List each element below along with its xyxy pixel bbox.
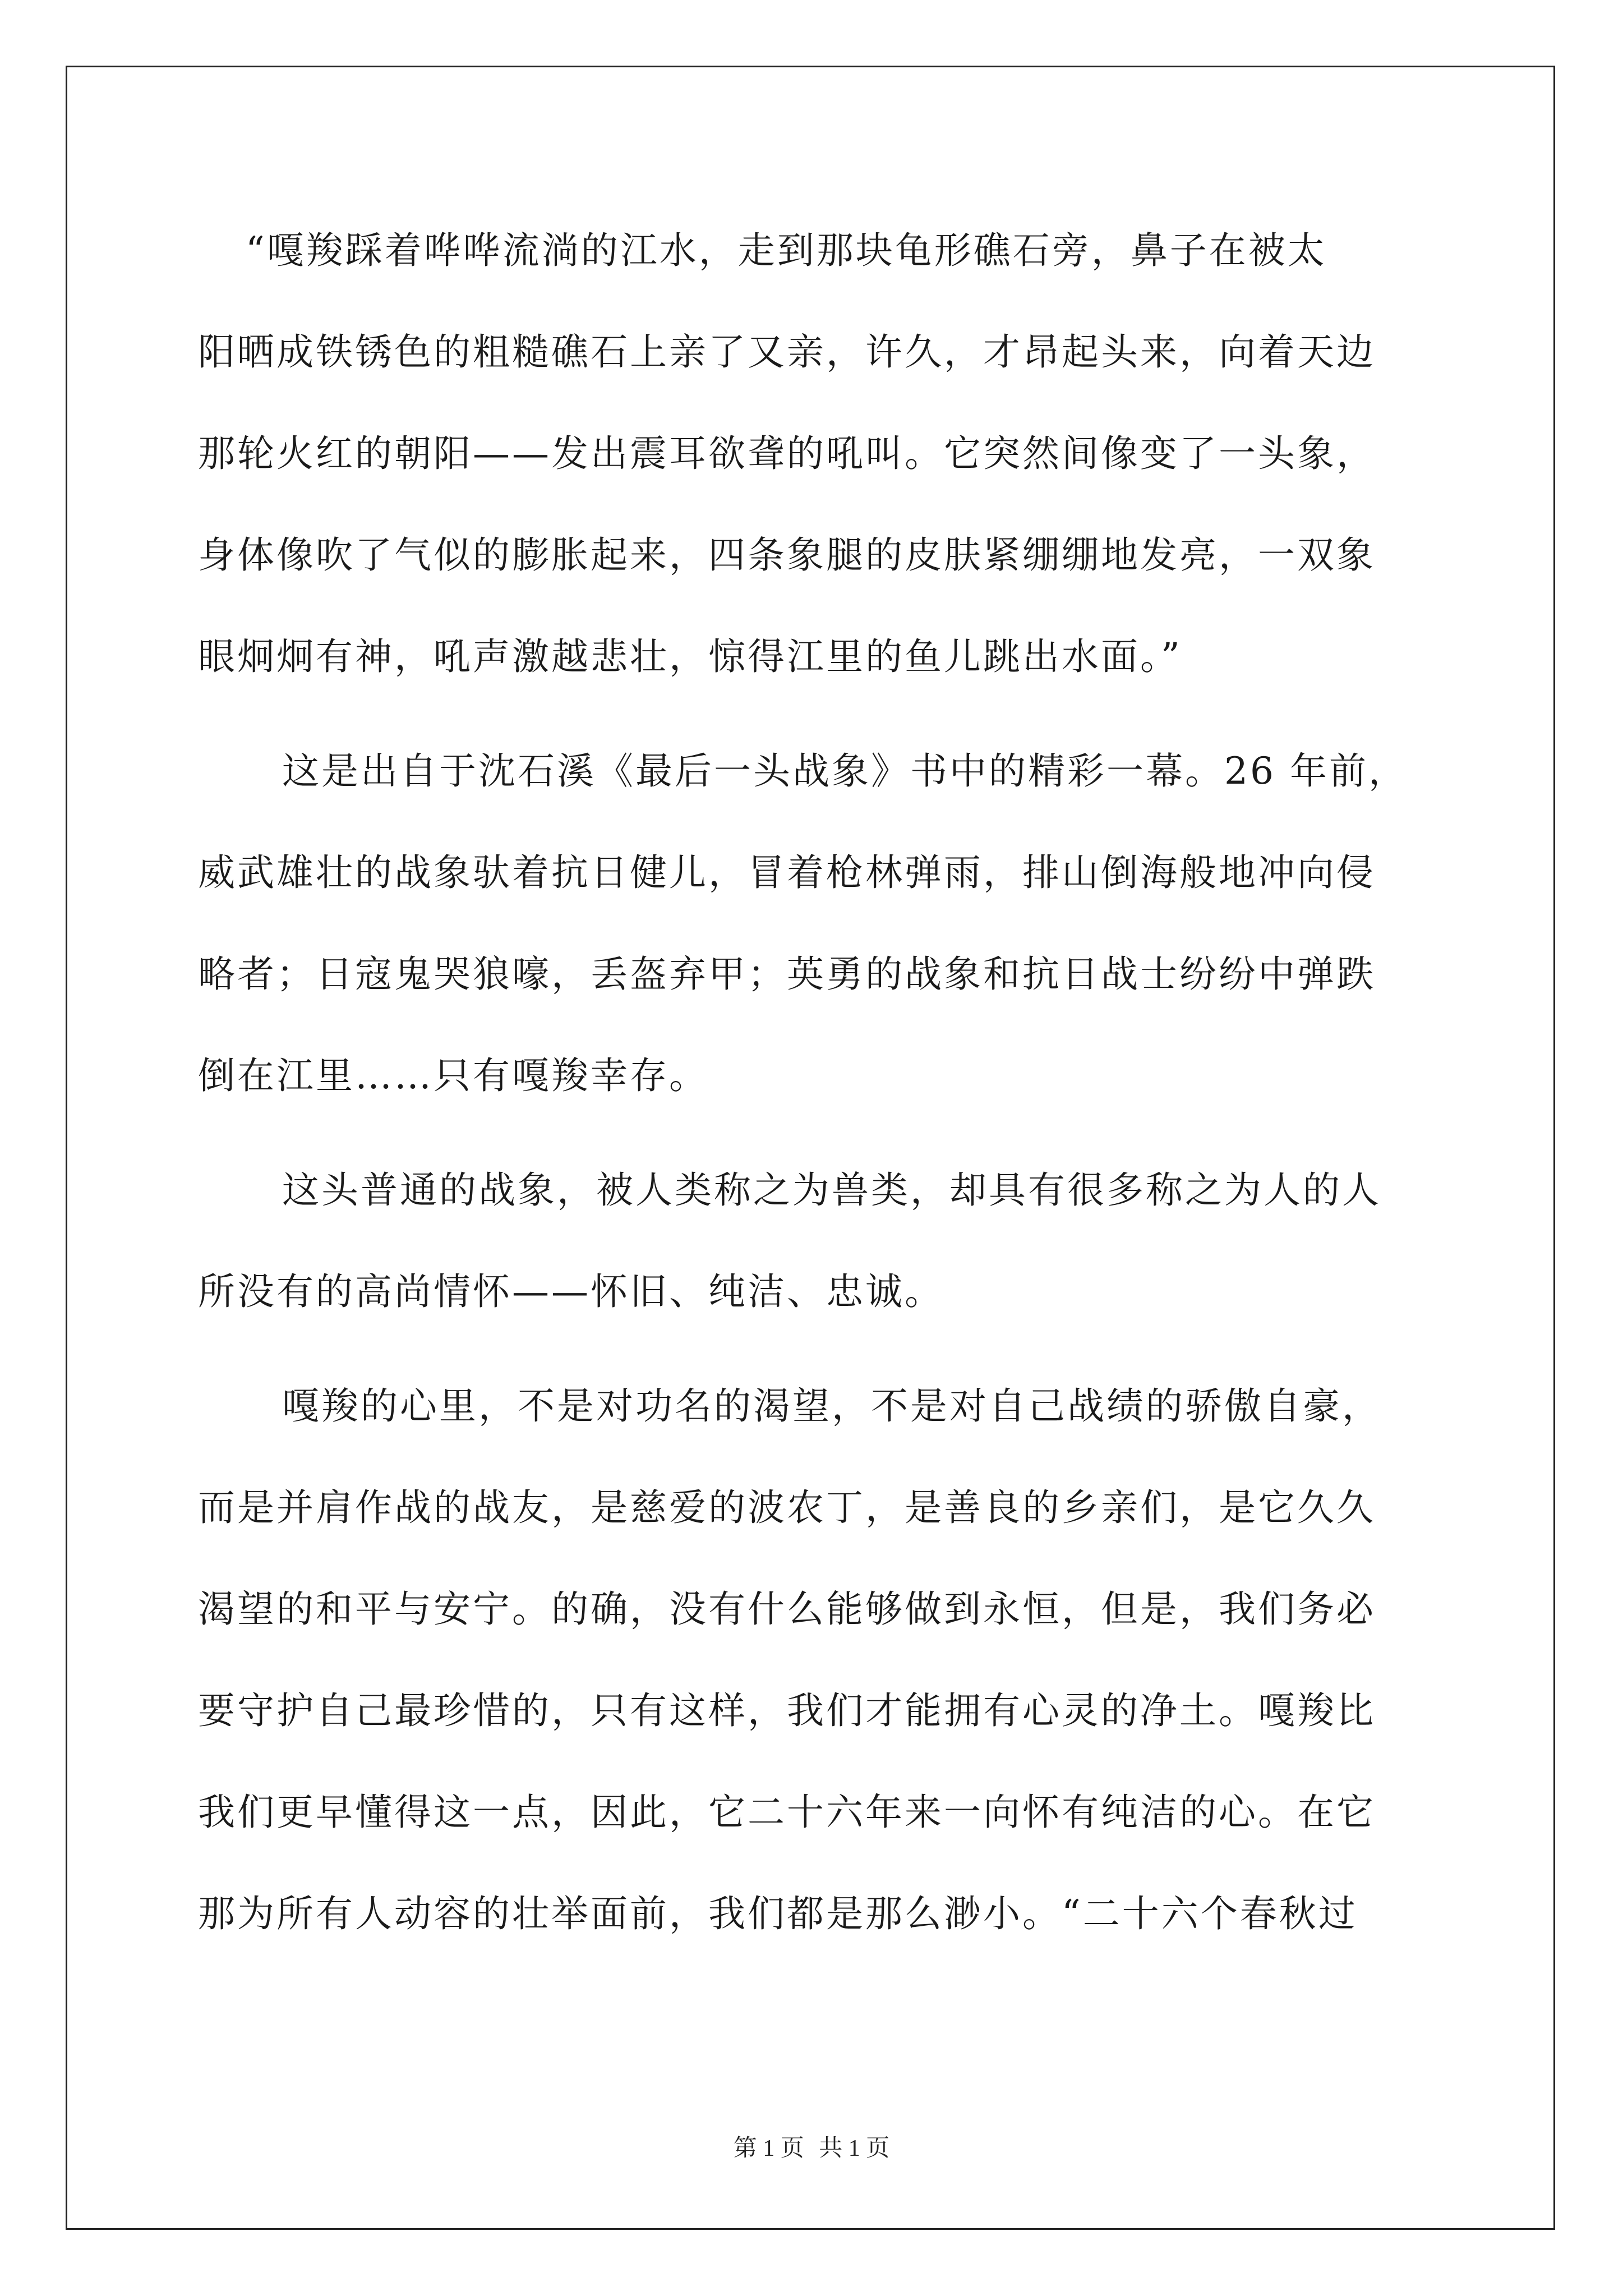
text-line: 而是并肩作战的战友，是慈爱的波农丁，是善良的乡亲们，是它久久 [198, 1486, 1376, 1529]
page-total: 共 1 页 [819, 2136, 890, 2161]
text-line: 渴望的和平与安宁。的确，没有什么能够做到永恒，但是，我们务必 [198, 1588, 1376, 1631]
text-line: 威武雄壮的战象驮着抗日健儿，冒着枪林弹雨，排山倒海般地冲向侵 [198, 851, 1376, 894]
text-line: 我们更早懂得这一点，因此，它二十六年来一向怀有纯洁的心。在它 [198, 1791, 1376, 1834]
text-line: 倒在江里……只有嘎羧幸存。 [198, 1054, 708, 1097]
text-line: 这是出自于沈石溪《最后一头战象》书中的精彩一幕。26 年前， [282, 749, 1408, 793]
text-line: 所没有的高尚情怀——怀旧、纯洁、忠诚。 [198, 1270, 944, 1313]
page-number: 第 1 页 [733, 2136, 804, 2161]
text-line: 这头普通的战象，被人类称之为兽类，却具有很多称之为人的人 [282, 1168, 1381, 1212]
page-footer [0, 2132, 1623, 2165]
text-line: 略者；日寇鬼哭狼嚎，丢盔弃甲；英勇的战象和抗日战士纷纷中弹跌 [198, 953, 1376, 996]
text-line: “嘎羧踩着哗哗流淌的江水，走到那块龟形礁石旁，鼻子在被太 [246, 229, 1327, 272]
text-line: 嘎羧的心里，不是对功名的渴望，不是对自己战绩的骄傲自豪， [282, 1384, 1381, 1428]
text-line: 眼炯炯有神，吼声激越悲壮，惊得江里的鱼儿跳出水面。” [198, 635, 1182, 678]
text-line: 要守护自己最珍惜的，只有这样，我们才能拥有心灵的净土。嘎羧比 [198, 1689, 1376, 1732]
text-line: 那轮火红的朝阳——发出震耳欲聋的吼叫。它突然间像变了一头象， [198, 432, 1376, 475]
text-line: 阳晒成铁锈色的粗糙礁石上亲了又亲，许久，才昂起头来，向着天边 [198, 330, 1376, 374]
text-line: 那为所有人动容的壮举面前，我们都是那么渺小。“二十六个春秋过 [198, 1892, 1358, 1935]
text-line: 身体像吹了气似的膨胀起来，四条象腿的皮肤紧绷绷地发亮，一双象 [198, 533, 1376, 577]
